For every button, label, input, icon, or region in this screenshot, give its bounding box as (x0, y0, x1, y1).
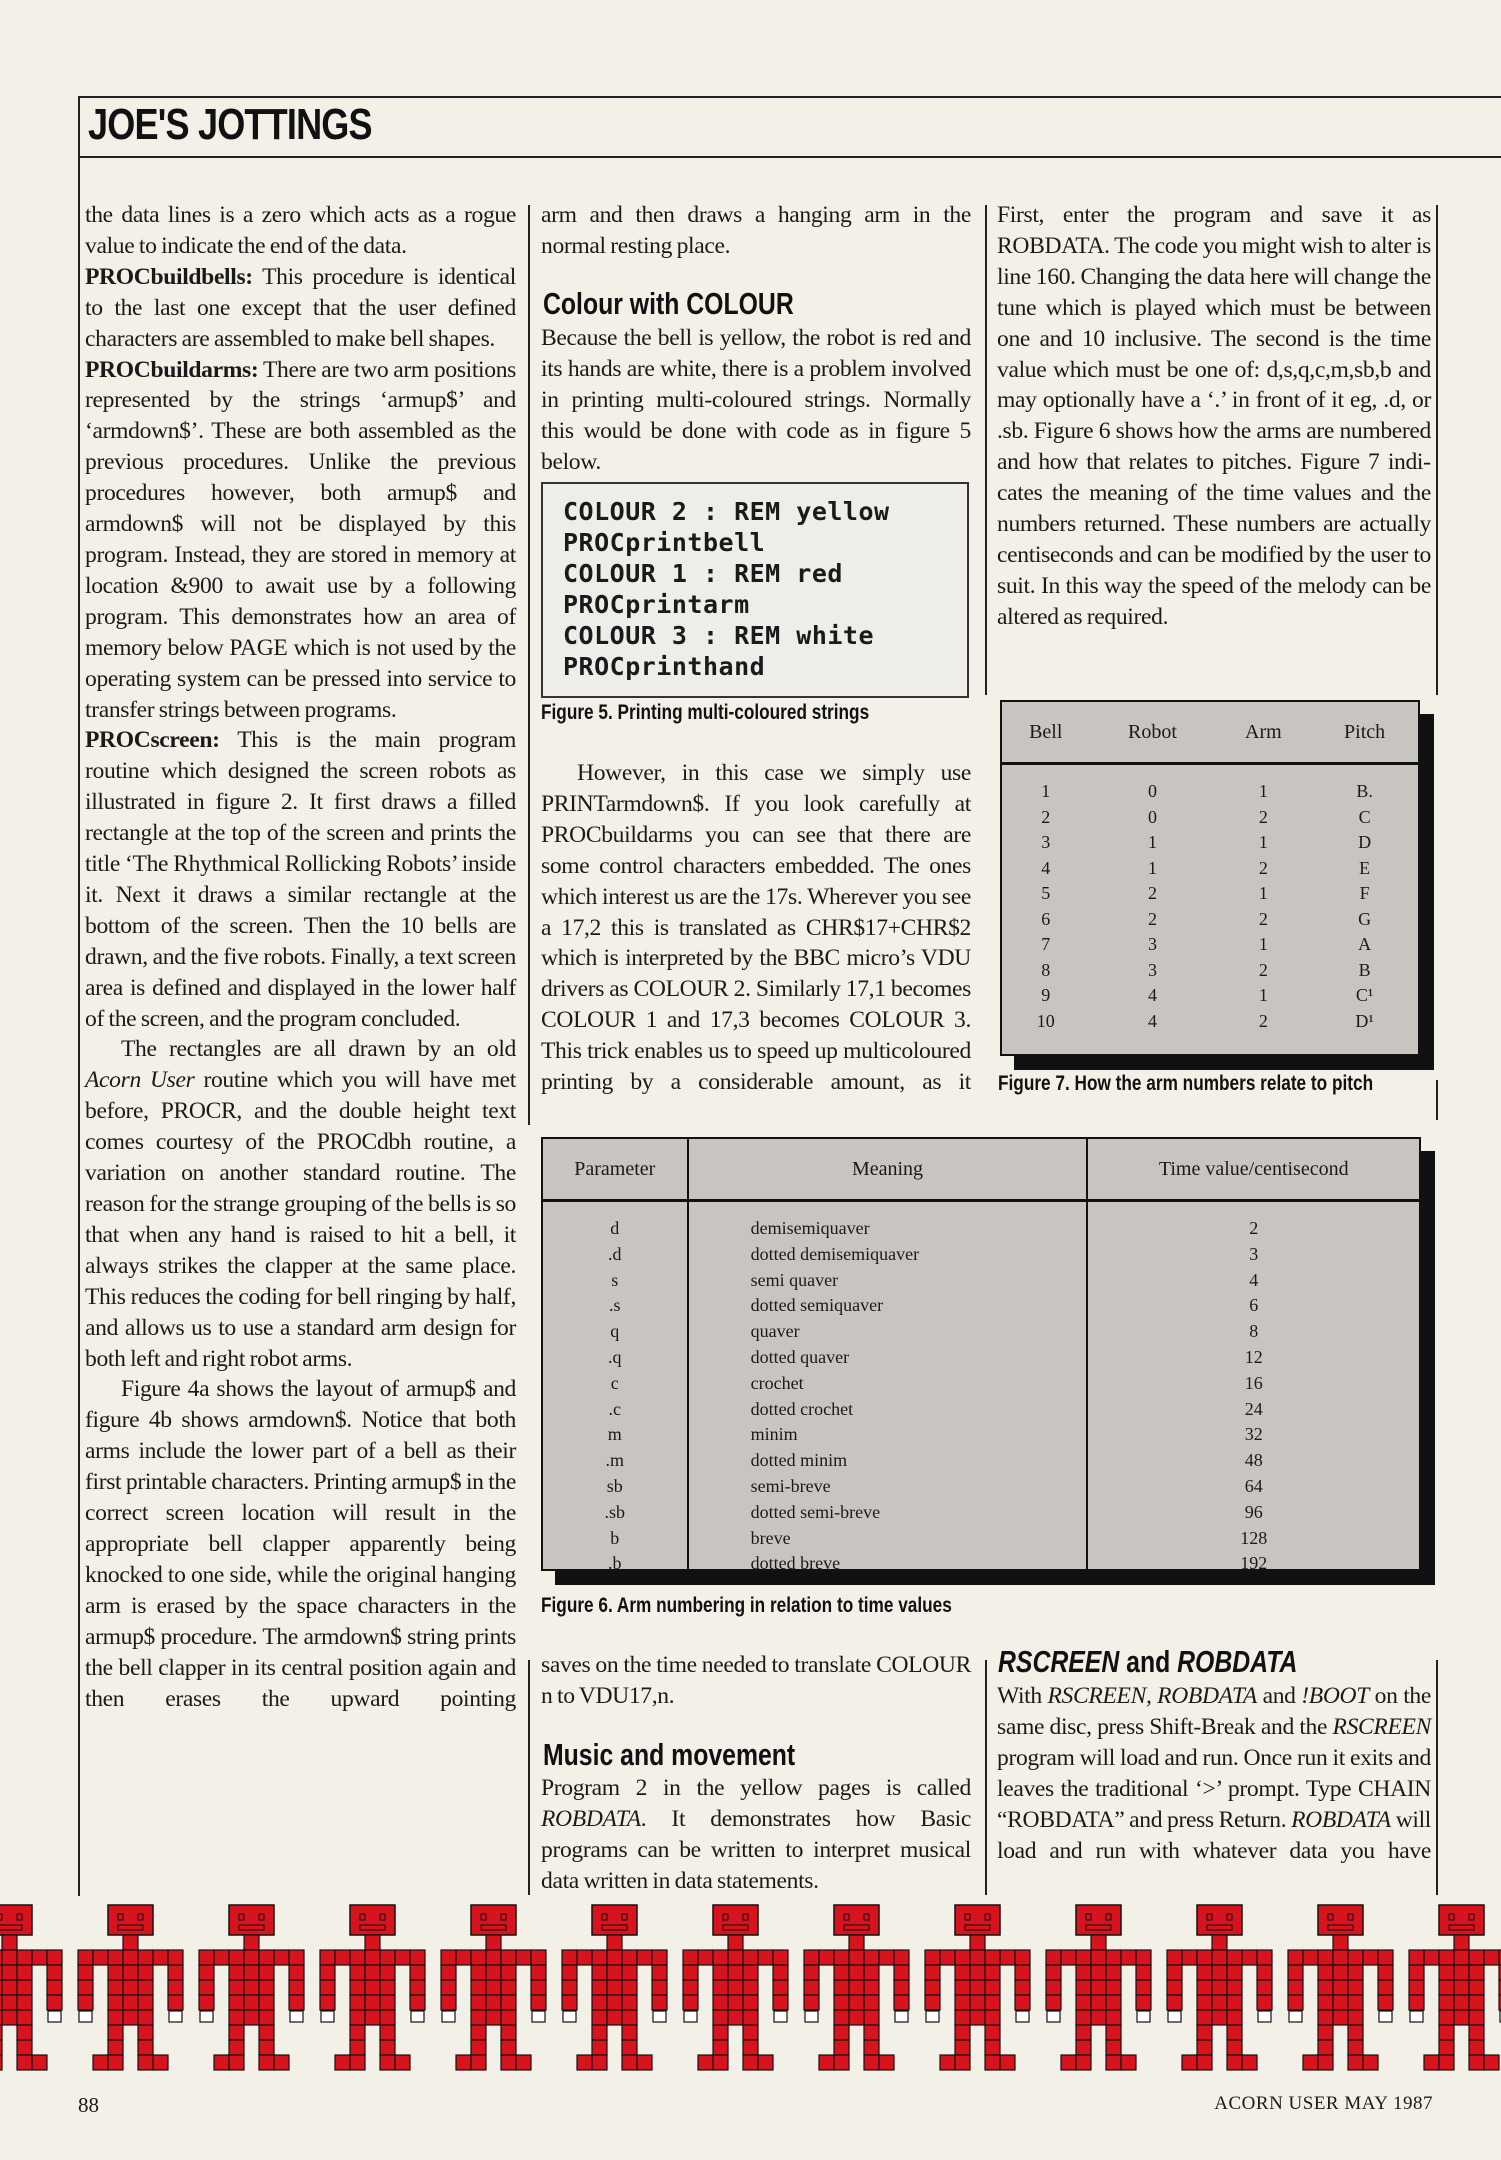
code-line: COLOUR 2 : REM yellow (563, 497, 890, 526)
table-row (543, 1422, 1419, 1448)
paragraph (997, 1681, 1431, 1866)
table-cell: 192 (1240, 1553, 1268, 1574)
column-header: Bell (1002, 702, 1089, 764)
paragraph (541, 323, 971, 478)
table-cell: 24 (1244, 1398, 1263, 1419)
table-cell: 2 (1258, 857, 1268, 878)
text-run: Figure 4a shows the layout of armup$ and figure 4b shows armdown$. Notice that both arms include the lower part of a bell as their first printable characters. Printing armup$ in the correct screen location will result in the appropriate bell clapper apparently being knocked to one side, while the original hanging arm is erased by the space characters in the armup$ procedure. The armdown$ string prints the bell clapper in its central position again and then erases the upward pointing (85, 1376, 516, 1712)
subheading-rscreen (998, 1644, 1297, 1680)
robot-figure (1046, 1905, 1151, 2070)
table-cell: sb (543, 1474, 688, 1500)
table-cell: 8 (1041, 959, 1051, 980)
figure-7-table (1000, 700, 1420, 1056)
text-run: This is the main program routine which designed the screen robots as illustrated in figure 2. It first draws a filled rectangle at the top of the screen and prints the title ‘The Rhythmical Rollicking Robots’ inside it. Next it draws a similar rectangle at the bottom of the screen. Then the 10 bells are drawn, and the five robots. Finally, a text screen area is defined and displayed in the lower half of the screen, and the program concluded. (85, 727, 516, 1032)
article-column-2-top (541, 200, 971, 262)
table-cell: 6 (1041, 908, 1051, 929)
table-row (543, 1345, 1419, 1371)
table-cell: 2 (1258, 908, 1268, 929)
robot-figure (441, 1905, 546, 2070)
table-cell: D (1358, 832, 1372, 852)
table-cell: quaver (688, 1319, 1088, 1345)
article-column-3-top (997, 200, 1431, 633)
table-row (543, 1397, 1419, 1423)
table-cell: 2 (1258, 806, 1268, 827)
table-row (543, 1293, 1419, 1319)
table-cell: B (1358, 959, 1371, 980)
table-cell: dotted minim (688, 1448, 1088, 1474)
figure-7-caption: Figure 7. How the arm numbers relate to pitch (998, 1072, 1374, 1095)
table-row (1002, 983, 1418, 1009)
table-cell: dotted semi-breve (688, 1500, 1088, 1526)
table-cell: 3 (1041, 832, 1051, 852)
table-cell: d (543, 1201, 688, 1242)
text-run: routine which you will have met before, PROCR, and the double height text comes courtesy of the PROCdbh routine, a variation on another standard routine. The reason for the strange grouping of the bells is so that when any hand is raised to hit a bell, it always strikes the clapper at the same place. This reduces the coding for bell ringing by half, and allows us to use a standard arm design for both left and right robot arms. (85, 1067, 516, 1372)
text-run: arm and then draws a hanging arm in the normal resting place. (541, 202, 971, 259)
text-run: saves on the time needed to translate COLOUR n to VDU17,n. (541, 1652, 971, 1709)
table-cell: 3 (1147, 959, 1157, 980)
column-rule (1436, 1080, 1438, 1120)
table-cell: .d (543, 1242, 688, 1268)
robot-figure (562, 1905, 667, 2070)
text-run: program will load and run. Once run it exits and leaves the traditional ‘>’ prompt. Type CHAIN “ROBDATA” and press Return. (997, 1744, 1431, 1833)
text-run: RSCREEN, ROBDATA (1047, 1683, 1257, 1709)
code-line: PROCprinthand (563, 652, 766, 681)
table-row (543, 1474, 1419, 1500)
table-cell: .m (543, 1448, 688, 1474)
article-column-2-mid (541, 323, 971, 478)
column-header: Arm (1216, 702, 1312, 764)
table-cell: C (1358, 806, 1371, 827)
text-run: This procedure is identical to the last one except that the user defined characters are assembled to make bell shapes. (85, 263, 516, 352)
procedure-label: PROCscreen: (85, 727, 220, 754)
column-rule (985, 205, 987, 695)
column-header: Pitch (1311, 702, 1418, 764)
table-cell: .c (543, 1397, 688, 1423)
text-run: With (997, 1683, 1048, 1709)
text-run: There are two arm positions represented by the strings ‘armup$’ and ‘armdown$’. These are both assembled as the previous procedures. Unlike the previous procedures however, both armup$ and armdown$ will not be displayed by this program. Instead, they are stored in memory at location &900 to await use by a following program. This demonstrates how an area of memory below PAGE which is not used by the operating system can be pressed into service to transfer strings between programs. (85, 356, 516, 723)
table-cell: 4 (1147, 1010, 1157, 1031)
table-cell: 2 (1041, 806, 1051, 827)
robot-figure (320, 1905, 425, 2070)
text-run: the data lines is a zero which acts as a rogue value to indicate the end of the data. (85, 202, 516, 259)
table-cell: m (543, 1422, 688, 1448)
paragraph (85, 262, 516, 355)
paragraph (85, 1034, 516, 1374)
subheading-part: RSCREEN (998, 1644, 1120, 1679)
table-cell: D¹ (1355, 1010, 1374, 1031)
paragraph (997, 200, 1431, 633)
text-run: Because the bell is yellow, the robot is red and its hands are white, there is a problem involved in printing multi-coloured strings. Normally this would be done with code as in figure 5 below. (541, 325, 971, 475)
table-cell: semi quaver (688, 1268, 1088, 1294)
table-cell: G (1358, 908, 1372, 929)
subheading-colour: Colour with COLOUR (543, 286, 794, 321)
robot-figure (1409, 1905, 1501, 2070)
paragraph (85, 1374, 516, 1714)
table-cell: dotted breve (688, 1551, 1088, 1577)
table-row (543, 1526, 1419, 1552)
robot-figure (0, 1905, 62, 2070)
table-row (1002, 764, 1418, 805)
figure-6-table (541, 1137, 1421, 1574)
table-cell: demisemiquaver (688, 1201, 1088, 1242)
paragraph (541, 1650, 971, 1712)
paragraph (541, 1773, 971, 1897)
code-line: PROCprintarm (563, 590, 750, 619)
paragraph (85, 725, 516, 1034)
table-cell: b (543, 1526, 688, 1552)
table-cell: crochet (688, 1371, 1088, 1397)
column-header: Time value/centisecond (1087, 1139, 1419, 1201)
left-margin-rule (78, 96, 80, 1896)
column-rule (985, 1660, 987, 1895)
table-cell: 0 (1147, 781, 1157, 801)
table-cell: c (543, 1371, 688, 1397)
table-row (1002, 881, 1418, 907)
subheading-part: and (1119, 1644, 1178, 1679)
table-cell: 3 (1249, 1243, 1259, 1264)
text-run: on the same disc, press Shift-Break and the (997, 1683, 1431, 1740)
figure-5-caption: Figure 5. Printing multi-coloured strings (541, 701, 870, 724)
robot-figure (925, 1905, 1030, 2070)
procedure-label: PROCbuildarms: (85, 356, 259, 383)
text-run: However, in this case we simply use PRINTarmdown$. If you look carefully at PROCbuildarms you can see that there are some control characters embedded. The ones which interest us are the 17s. Wherever you see a 17,2 this is translated as CHR$17+CHR$2 which is interpreted by the BBC micro’s VDU drivers as COLOUR 2. Similarly 17,1 becomes COLOUR 1 and 17,3 becomes COLOUR 3. This trick enables us to speed up multicoloured printing by a considerable amount, as it (541, 760, 971, 1096)
paragraph (541, 758, 971, 1098)
table-row (543, 1319, 1419, 1345)
robot-figure (1167, 1905, 1272, 2070)
text-run: ROBDATA (1291, 1806, 1391, 1833)
table-cell: E (1359, 857, 1371, 878)
table-row (1002, 830, 1418, 856)
code-line: PROCprintbell (563, 528, 766, 557)
section-title: JOE'S JOTTINGS (88, 100, 372, 149)
robot-figure (78, 1905, 183, 2070)
code-line: COLOUR 3 : REM white (563, 621, 875, 650)
procedure-label: PROCbuildbells: (85, 263, 253, 290)
text-run: will load and run with whatever data you have (997, 1806, 1431, 1864)
column-header: Robot (1089, 702, 1215, 764)
table-cell: .b (543, 1551, 688, 1577)
table-cell: B. (1356, 781, 1373, 801)
table-cell: 4 (1147, 985, 1157, 1005)
table-cell: 1 (1258, 985, 1268, 1005)
figure-6-caption: Figure 6. Arm numbering in relation to time values (541, 1594, 952, 1617)
table-cell: breve (688, 1526, 1088, 1552)
table-cell: 4 (1249, 1269, 1259, 1290)
header-top-rule (78, 96, 1501, 98)
table-cell: dotted semiquaver (688, 1293, 1088, 1319)
robot-figure (199, 1905, 304, 2070)
column-rule (528, 1660, 530, 1895)
table-row (543, 1268, 1419, 1294)
table-cell: 1 (1258, 781, 1268, 801)
paragraph (85, 200, 516, 262)
table-cell: 9 (1041, 985, 1051, 1005)
text-run: The rectangles are all drawn by an old (121, 1036, 516, 1063)
article-column-3-end (997, 1681, 1431, 1866)
column-header: Meaning (688, 1139, 1088, 1201)
table-row (1002, 805, 1418, 831)
table-row (543, 1371, 1419, 1397)
table-row (543, 1448, 1419, 1474)
robot-figure (683, 1905, 788, 2070)
table-row (543, 1242, 1419, 1268)
table-cell: 0 (1147, 806, 1157, 827)
column-rule (528, 205, 530, 1125)
table-row (543, 1500, 1419, 1526)
table-cell: 16 (1244, 1372, 1263, 1393)
column-rule (1436, 205, 1438, 695)
table-cell: 1 (1041, 781, 1051, 801)
table-cell: s (543, 1268, 688, 1294)
table-cell: dotted quaver (688, 1345, 1088, 1371)
table-cell: dotted crochet (688, 1397, 1088, 1423)
table-cell: 5 (1041, 883, 1051, 903)
table-cell: 1 (1258, 883, 1268, 903)
table-cell: 128 (1240, 1527, 1268, 1548)
table-row (543, 1551, 1419, 1577)
text-run: ROBDATA (541, 1805, 641, 1832)
table-row (1002, 958, 1418, 984)
table-cell: semi-breve (688, 1474, 1088, 1500)
table-cell: 1 (1147, 857, 1157, 878)
table-cell: .q (543, 1345, 688, 1371)
text-run: and (1256, 1683, 1302, 1709)
table-cell: C¹ (1355, 985, 1374, 1005)
table-row (1002, 856, 1418, 882)
table-cell: .s (543, 1293, 688, 1319)
table-cell: 2 (1258, 959, 1268, 980)
table-cell: A (1358, 934, 1372, 954)
table-cell: 48 (1244, 1450, 1263, 1471)
table-row (543, 1201, 1419, 1242)
table-cell: .sb (543, 1500, 688, 1526)
table-cell: F (1359, 883, 1370, 903)
text-run: RSCREEN (1332, 1713, 1431, 1740)
column-rule (1436, 1660, 1438, 1895)
header-bottom-rule (78, 156, 1501, 158)
table-cell: 4 (1041, 857, 1051, 878)
table-cell: 1 (1258, 832, 1268, 852)
table-cell: 2 (1147, 908, 1157, 929)
text-run: . It demonstrates how Basic programs can be written to interpret musical data written in data statements. (541, 1805, 971, 1894)
text-run: First, enter the program and save it as ROBDATA. The code you might wish to alter is line 160. Changing the data here will change the tune which is played which must be between one and 10 inclusive. The second is the time value which must be one of: d,s,q,c,m,sb,b and may optionally have a ‘.’ in front of it eg, .d, or .sb. Figure 6 shows how the arms are numbered and how that relates to pitches. Figure 7 indicates the meaning of the time values and the numbers returned. These numbers are actually centiseconds and can be modified by the user to suit. In this way the speed of the melody can be altered as required. (997, 202, 1431, 630)
paragraph (85, 355, 516, 726)
table-cell: q (543, 1319, 688, 1345)
table-cell: 3 (1147, 934, 1157, 954)
magazine-issue: ACORN USER MAY 1987 (1214, 2093, 1433, 2114)
table-cell: 1 (1258, 934, 1268, 954)
subheading-part: ROBDATA (1177, 1644, 1298, 1679)
paragraph (541, 200, 971, 262)
table-cell: dotted demisemiquaver (688, 1242, 1088, 1268)
text-run: Acorn User (85, 1067, 195, 1094)
table-cell: 2 (1147, 883, 1157, 903)
robot-figure (804, 1905, 909, 2070)
table-cell: 6 (1249, 1295, 1259, 1316)
subheading-music: Music and movement (543, 1737, 796, 1772)
article-column-2-bottom (541, 1650, 971, 1712)
article-column-2-end (541, 1773, 971, 1897)
table-cell: 96 (1244, 1501, 1263, 1522)
robot-figure (1288, 1905, 1393, 2070)
table-row (1002, 1009, 1418, 1035)
table-cell: 2 (1258, 1010, 1268, 1031)
table-cell: 8 (1249, 1321, 1259, 1342)
table-cell: 2 (1249, 1218, 1259, 1238)
text-run: Program 2 in the yellow pages is called (541, 1775, 971, 1801)
column-header: Parameter (543, 1139, 688, 1201)
figure-5-code-listing (541, 482, 969, 698)
text-run: !BOOT (1301, 1683, 1370, 1709)
table-cell: 10 (1036, 1010, 1055, 1031)
article-column-1 (85, 200, 516, 1714)
table-cell: 7 (1041, 934, 1051, 954)
table-cell: 12 (1244, 1346, 1263, 1367)
page-number: 88 (78, 2093, 99, 2117)
table-cell: 32 (1244, 1424, 1263, 1445)
table-row (1002, 907, 1418, 933)
robot-border-illustration (0, 1900, 1501, 2080)
table-cell: 64 (1244, 1475, 1263, 1496)
code-line: COLOUR 1 : REM red (563, 559, 843, 588)
table-cell: minim (688, 1422, 1088, 1448)
table-cell: 1 (1147, 832, 1157, 852)
article-column-2-after (541, 758, 971, 1098)
table-row (1002, 932, 1418, 958)
